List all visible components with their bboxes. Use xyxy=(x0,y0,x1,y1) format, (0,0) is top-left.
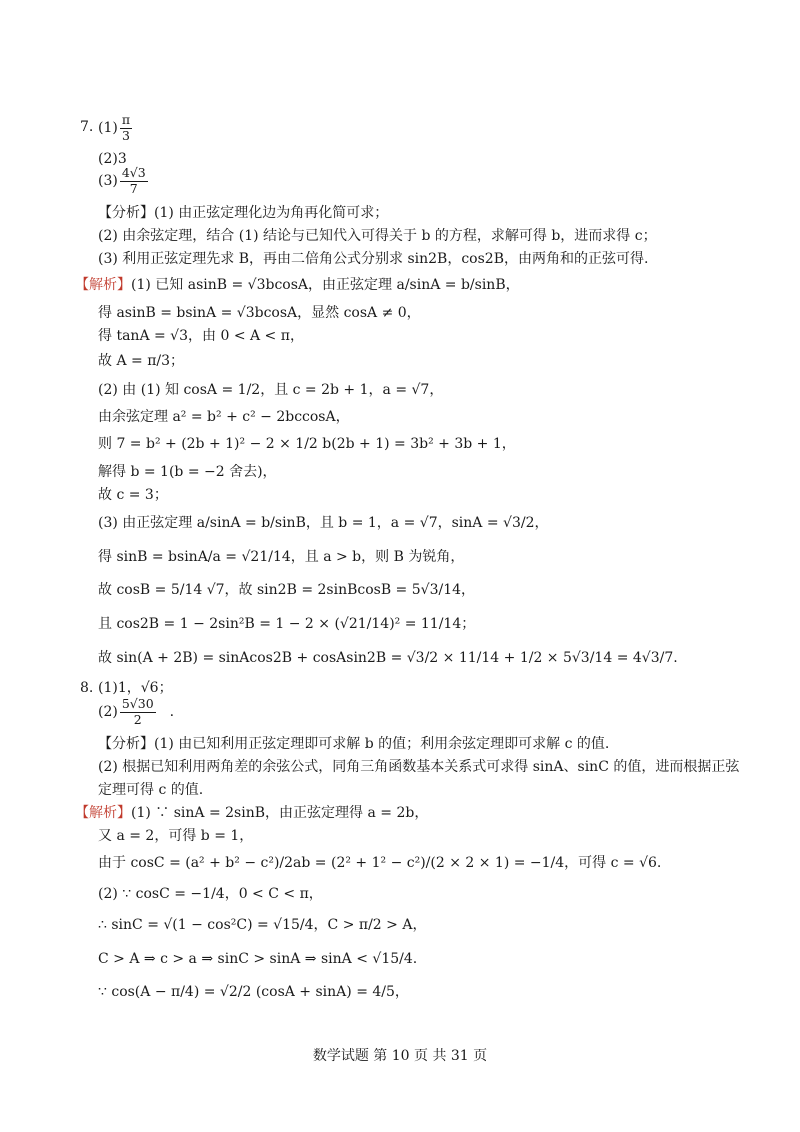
q7-analysis-1 xyxy=(98,206,388,220)
q7-solution-text-1: (1) 已知 asinB = √3bcosA，由正弦定理 a/sinA = b/sinB， xyxy=(131,277,520,293)
q7-answer-1 xyxy=(98,114,134,142)
q7-solution-14: 故 sin(A + 2B) = sinAcos2B + cosAsin2B = √3/2 × 11/14 + 1/2 × 5√3/14 = 4√3/7. xyxy=(98,650,678,666)
q8-solution-6: C > A ⇒ c > a ⇒ sinC > sinA ⇒ sinA < √15/4. xyxy=(98,951,418,967)
q7-solution-1 xyxy=(75,278,520,292)
q7-solution-tag: 【解析】 xyxy=(75,277,131,293)
q7-ans3-label: (3) xyxy=(98,173,118,189)
q8-solution-text-1: (1) ∵ sinA = 2sinB，由正弦定理得 a = 2b， xyxy=(131,805,429,821)
q7-solution-10: (3) 由正弦定理 a/sinA = b/sinB，且 b = 1，a = √7，sinA = √3/2， xyxy=(98,515,549,531)
q8-solution-1 xyxy=(75,806,428,820)
q8-ans2-label: (2) xyxy=(98,704,118,720)
q7-ans1-den: 3 xyxy=(121,127,130,143)
q7-solution-4: 故 A = π/3； xyxy=(98,353,185,369)
q7-solution-7: 则 7 = b² + (2b + 1)² − 2 × 1/2 b(2b + 1) = 3b² + 3b + 1， xyxy=(98,436,516,452)
q8-analysis-3: 定理可得 c 的值. xyxy=(98,782,204,798)
q8-solution-4: (2) ∵ cosC = −1/4，0 < C < π， xyxy=(98,886,323,902)
q7-analysis-3: (3) 利用正弦定理先求 B，再由二倍角公式分别求 sin2B，cos2B，由两角和的正弦可得. xyxy=(98,251,649,267)
q7-solution-8: 解得 b = 1(b = −2 舍去)， xyxy=(98,464,277,480)
q7-ans3-den: 7 xyxy=(129,180,138,196)
q8-answer-2 xyxy=(98,698,174,726)
q7-solution-12: 故 cosB = 5/14 √7，故 sin2B = 2sinBcosB = 5√3/14， xyxy=(98,582,476,598)
q7-ans3-num: 4√3 xyxy=(121,165,146,180)
q8-answer-1: (1)1，√6； xyxy=(98,680,173,696)
q8-solution-2: 又 a = 2，可得 b = 1， xyxy=(98,828,254,844)
page-footer: 数学试题 第 10 页 共 31 页 xyxy=(312,1048,488,1064)
q7-analysis-text-1: (1) 由正弦定理化边为角再化简可求； xyxy=(154,205,389,221)
q7-ans3-fraction xyxy=(120,167,148,195)
q7-ans1-label: (1) xyxy=(98,120,118,136)
q7-solution-13: 且 cos2B = 1 − 2sin²B = 1 − 2 × (√21/14)² = 11/14； xyxy=(98,616,476,632)
q8-solution-5: ∴ sinC = √(1 − cos²C) = √15/4，C > π/2 > A， xyxy=(98,917,427,933)
q7-analysis-tag: 【分析】 xyxy=(98,205,154,221)
q8-number: 8. xyxy=(80,680,94,696)
q8-analysis-tag: 【分析】 xyxy=(98,736,154,752)
q7-number: 7. xyxy=(80,119,94,135)
q8-solution-3: 由于 cosC = (a² + b² − c²)/2ab = (2² + 1² − c²)/(2 × 2 × 1) = −1/4，可得 c = √6. xyxy=(98,855,662,871)
q7-answer-3 xyxy=(98,167,150,195)
q8-analysis-1 xyxy=(98,737,609,751)
q7-solution-9: 故 c = 3； xyxy=(98,487,168,503)
q8-solution-7: ∵ cos(A − π/4) = √2/2 (cosA + sinA) = 4/5， xyxy=(98,984,409,1000)
q7-solution-6: 由余弦定理 a² = b² + c² − 2bccosA， xyxy=(98,409,350,425)
q8-ans2-num: 5√30 xyxy=(121,696,154,711)
q7-answer-2: (2)3 xyxy=(98,151,127,167)
q8-solution-tag: 【解析】 xyxy=(75,805,131,821)
q8-ans2-den: 2 xyxy=(133,711,142,727)
q8-analysis-2: (2) 根据已知利用两角差的余弦公式，同角三角函数基本关系式可求得 sinA、sinC 的值，进而根据正弦 xyxy=(98,759,740,775)
q7-ans1-fraction xyxy=(120,114,132,142)
q7-solution-2: 得 asinB = bsinA = √3bcosA，显然 cosA ≠ 0， xyxy=(98,305,421,321)
q8-analysis-text-1: (1) 由已知利用正弦定理即可求解 b 的值；利用余弦定理即可求解 c 的值. xyxy=(154,736,610,752)
q8-ans2-fraction xyxy=(120,698,156,726)
q7-ans1-num: π xyxy=(121,112,131,127)
q7-analysis-2: (2) 由余弦定理，结合 (1) 结论与已知代入可得关于 b 的方程，求解可得 b，进而求得 c； xyxy=(98,228,657,244)
q8-ans2-tail: . xyxy=(169,704,175,720)
q7-solution-3: 得 tanA = √3，由 0 < A < π， xyxy=(98,328,304,344)
q7-solution-11: 得 sinB = bsinA/a = √21/14，且 a > b，则 B 为锐角， xyxy=(98,549,465,565)
q7-solution-5: (2) 由 (1) 知 cosA = 1/2，且 c = 2b + 1，a = √7， xyxy=(98,382,444,398)
